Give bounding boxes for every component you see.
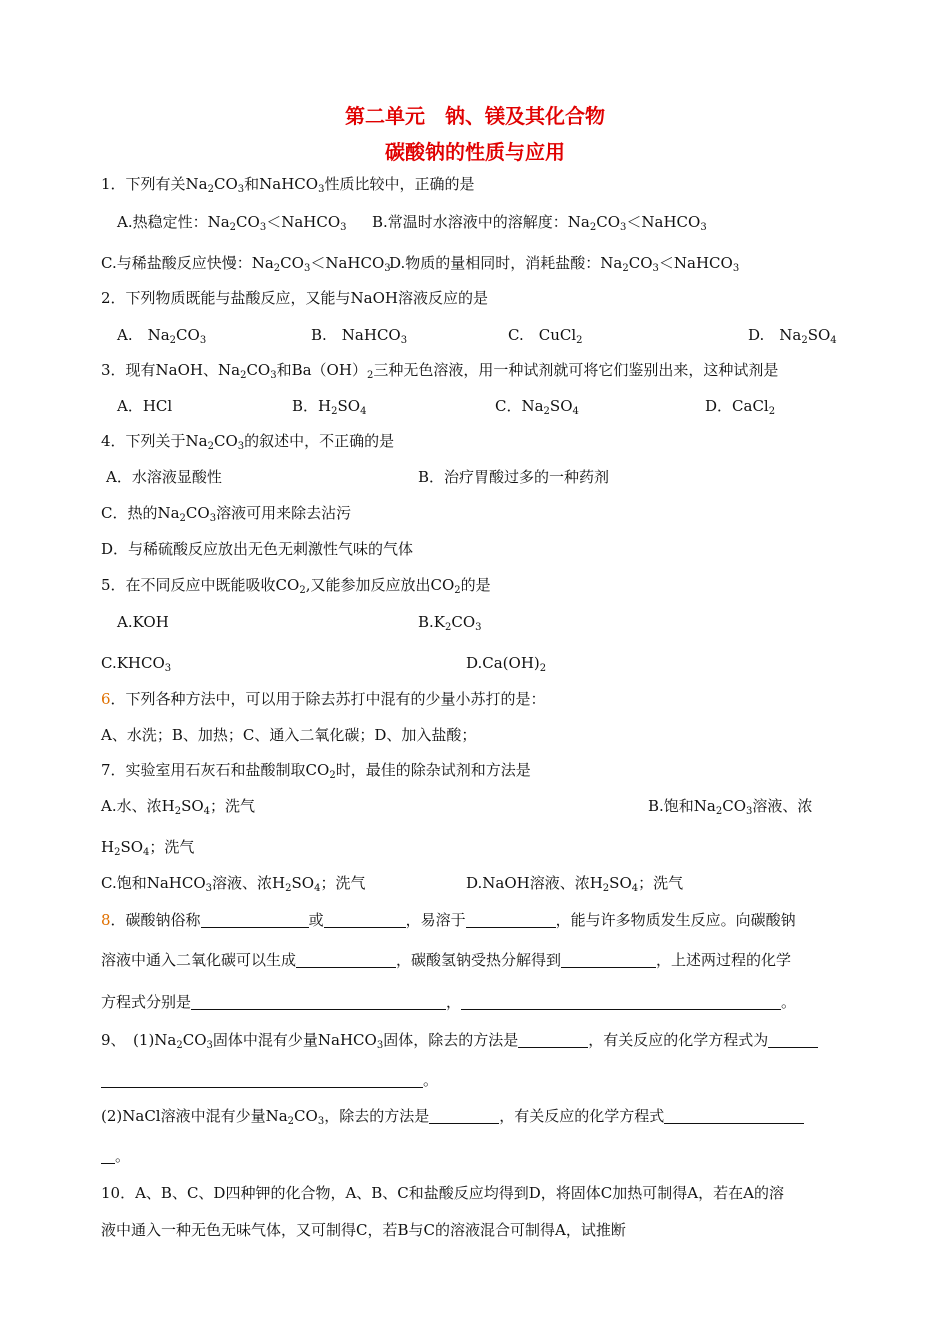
question-7-option-d: D.NaOH溶液、浓$H_2SO_4$；洗气: [466, 874, 684, 894]
question-1-option-d: D.物质的量相同时，消耗盐酸：$Na_2CO_3<NaHCO_3$: [389, 254, 740, 274]
question-9-part-1: 9、 $(1)Na_2CO_3$固体中混有少量NaHCO$_3$固体，除去的方法是 ，有关反应的化学方程式为: [101, 1030, 818, 1050]
answer-blank[interactable]: [101, 1147, 115, 1164]
question-8-line-1: 8．碳酸钠俗称 或 ，易溶于 ，能与许多物质发生反应。向碳酸钠: [101, 911, 796, 929]
question-2-stem: 2．下列物质既能与盐酸反应，又能与NaOH溶液反应的是: [101, 289, 488, 307]
question-2-option-b: B. NaHCO$_3$: [311, 326, 408, 346]
answer-blank[interactable]: [101, 1071, 423, 1088]
answer-blank[interactable]: [561, 951, 656, 968]
question-5-option-c: $C.KHCO_3$: [101, 654, 172, 674]
answer-blank[interactable]: [518, 1031, 588, 1048]
answer-blank[interactable]: [466, 911, 556, 928]
answer-blank[interactable]: [461, 993, 781, 1010]
question-8-line-2: 溶液中通入二氧化碳可以生成 ，碳酸氢钠受热分解得到 ，上述两过程的化学: [101, 951, 792, 969]
question-6-options: A、水洗；B、加热；C、通入二氧化碳；D、加入盐酸；: [101, 726, 477, 744]
question-9-part-2-continued: 。: [101, 1146, 130, 1166]
question-2-option-a: A. $Na_2CO_3$: [117, 326, 207, 346]
question-10-line-1: 10．A、B、C、D四种钾的化合物，A、B、C和盐酸反应均得到D，将固体C加热可制得A，若在A的溶: [101, 1184, 784, 1202]
answer-blank[interactable]: [768, 1031, 818, 1048]
question-1-option-c: C.与稀盐酸反应快慢：$Na_2CO_3<NaHCO_3$: [101, 254, 391, 274]
answer-blank[interactable]: [429, 1107, 499, 1124]
answer-blank[interactable]: [296, 951, 396, 968]
question-3-stem: 3．现有NaOH、$Na_2CO_3$和$Ba(OH)_2$三种无色溶液，用一种试剂就可将它们鉴别出来，这种试剂是: [101, 361, 779, 381]
page-title: 第二单元 钠、镁及其化合物: [345, 104, 605, 128]
question-9-part-2: (2)NaCl溶液中混有少量$Na_2CO_3$，除去的方法是 ，有关反应的化学方程式: [101, 1106, 804, 1126]
question-5-option-b: $B.K_2CO_3$: [418, 613, 482, 633]
question-5-option-a: A.KOH: [117, 613, 169, 631]
question-4-option-d: D．与稀硫酸反应放出无色无刺激性气味的气体: [101, 540, 414, 558]
question-3-option-d: D．CaCl$_2$: [705, 397, 776, 417]
question-5-option-d: $D.Ca(OH)_2$: [466, 654, 547, 674]
question-7-option-b-continued: $H_2SO_4$；洗气: [101, 838, 195, 858]
question-7-stem: 7．实验室用石灰石和盐酸制取$CO_2$时，最佳的除杂试剂和方法是: [101, 761, 531, 781]
question-2-option-d: D. $Na_2SO_4$: [748, 326, 837, 346]
question-7-option-a: A.水、浓$H_2SO_4$；洗气: [101, 797, 256, 817]
question-1-option-a: A.热稳定性：$Na_2CO_3<NaHCO_3$: [117, 213, 347, 233]
question-5-stem: 5．在不同反应中既能吸收$CO_2$,又能参加反应放出$CO_2$的是: [101, 576, 491, 596]
question-9-part-1-continued: 。: [101, 1070, 438, 1090]
question-4-option-c: C．热的$Na_2CO_3$溶液可用来除去沾污: [101, 504, 352, 524]
question-8-line-3: 方程式分别是 ， 。: [101, 993, 797, 1011]
question-10-line-2: 液中通入一种无色无味气体，又可制得C，若B与C的溶液混合可制得A，试推断: [101, 1221, 626, 1239]
question-4-stem: 4．下列关于$Na_2CO_3$的叙述中，不正确的是: [101, 432, 395, 452]
question-1-stem: 1．下列有关$Na_2CO_3$和NaHCO$_3$性质比较中，正确的是: [101, 175, 475, 195]
question-7-option-b: B.饱和$Na_2CO_3$溶液、浓: [648, 797, 813, 817]
answer-blank[interactable]: [324, 911, 406, 928]
question-7-option-c: C.饱和NaHCO$_3$溶液、浓$H_2SO_4$；洗气: [101, 874, 366, 894]
answer-blank[interactable]: [664, 1107, 804, 1124]
question-3-option-c: C．$Na_2SO_4$: [495, 397, 579, 417]
question-1-option-b: B.常温时水溶液中的溶解度：$Na_2CO_3<NaHCO_3$: [372, 213, 707, 233]
question-4-option-a: A．水溶液显酸性: [106, 468, 222, 486]
answer-blank[interactable]: [201, 911, 309, 928]
question-4-option-b: B．治疗胃酸过多的一种药剂: [418, 468, 610, 486]
question-6-stem: 6．下列各种方法中，可以用于除去苏打中混有的少量小苏打的是：: [101, 690, 546, 708]
question-3-option-b: B．$H_2SO_4$: [292, 397, 367, 417]
question-3-option-a: A．HCl: [117, 397, 173, 415]
answer-blank[interactable]: [191, 993, 446, 1010]
question-2-option-c: C. CuCl$_2$: [508, 326, 583, 346]
page-subtitle: 碳酸钠的性质与应用: [385, 140, 565, 164]
